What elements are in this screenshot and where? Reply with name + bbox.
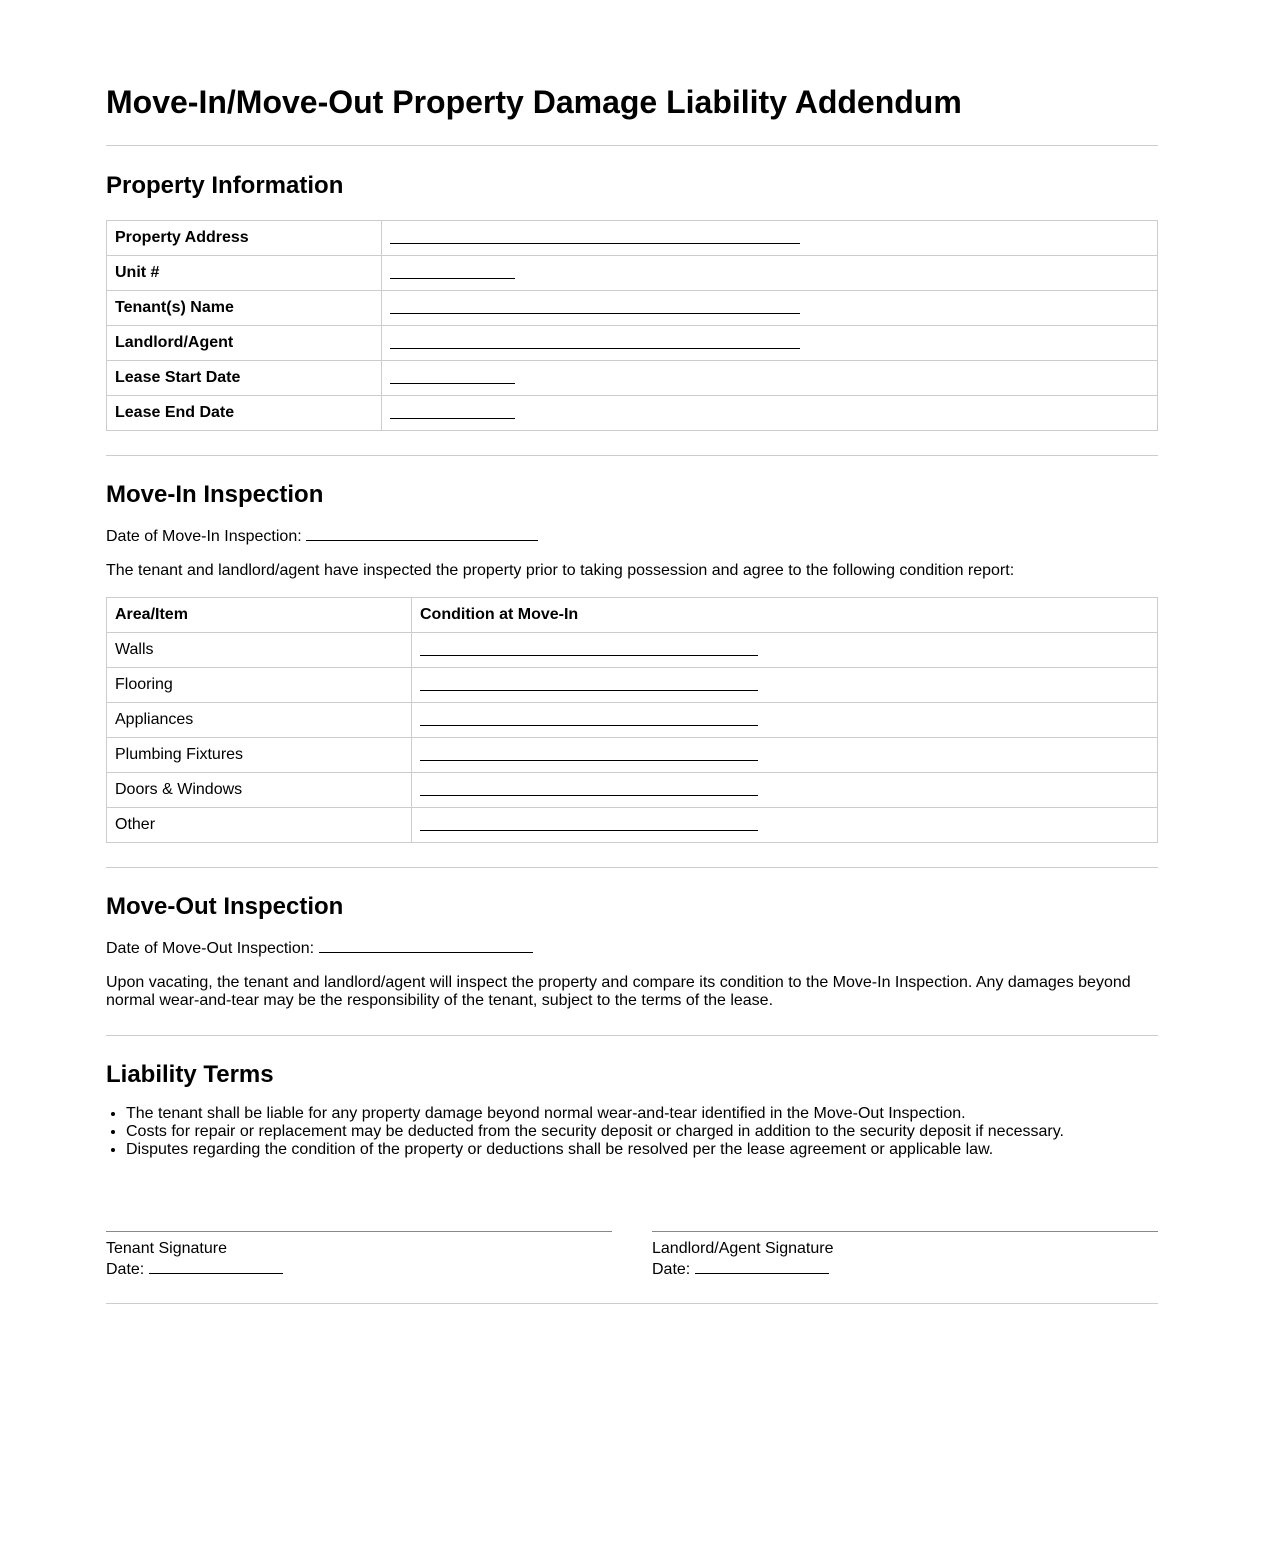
tenant-signature-label: Tenant Signature [106,1240,227,1257]
condition-blank[interactable] [420,639,758,656]
signature-row [106,1231,1158,1279]
property-address-blank[interactable] [390,227,800,244]
condition-field[interactable] [412,773,1158,808]
table-row [107,396,1158,431]
landlord-agent-blank[interactable] [390,332,800,349]
area-item: Flooring [107,668,412,703]
area-item: Other [107,808,412,843]
liability-terms-list [106,1105,1158,1159]
condition-blank[interactable] [420,709,758,726]
table-row [107,256,1158,291]
condition-blank[interactable] [420,744,758,761]
property-address-field[interactable] [382,221,1158,256]
unit-field[interactable] [382,256,1158,291]
move-in-intro: The tenant and landlord/agent have inspected the property prior to taking possession and agree to the following condition report: [106,562,1015,579]
tenant-name-label: Tenant(s) Name [107,291,382,326]
list-item: • The tenant shall be liable for any property damage beyond normal wear-and-tear identified in the Move-Out Inspection. [126,1105,1158,1123]
liability-heading: Liability Terms [106,1061,274,1088]
move-in-date-line [106,525,1158,546]
lease-end-label: Lease End Date [107,396,382,431]
move-out-heading: Move-Out Inspection [106,893,344,920]
condition-field[interactable] [412,808,1158,843]
list-item: • Disputes regarding the condition of the property or deductions shall be resolved per the lease agreement or applicable law. [126,1141,1158,1159]
area-item: Appliances [107,703,412,738]
lease-start-blank[interactable] [390,367,515,384]
property-info-table [106,220,1158,431]
area-item: Plumbing Fixtures [107,738,412,773]
landlord-signature-block[interactable] [652,1231,1158,1279]
move-in-date-blank[interactable] [306,525,538,541]
table-row [107,703,1158,738]
condition-field[interactable] [412,668,1158,703]
lease-end-blank[interactable] [390,402,515,419]
unit-blank[interactable] [390,262,515,279]
landlord-date-blank[interactable] [695,1258,829,1274]
condition-blank[interactable] [420,779,758,796]
move-out-date-label: Date of Move-Out Inspection: [106,940,315,957]
landlord-agent-label: Landlord/Agent [107,326,382,361]
lease-start-field[interactable] [382,361,1158,396]
move-in-heading: Move-In Inspection [106,481,324,508]
table-row [107,361,1158,396]
landlord-signature-label: Landlord/Agent Signature [652,1240,834,1257]
condition-header: Condition at Move-In [412,598,1158,633]
area-item: Walls [107,633,412,668]
landlord-date-label: Date: [652,1261,691,1278]
property-address-label: Property Address [107,221,382,256]
condition-blank[interactable] [420,674,758,691]
lease-end-field[interactable] [382,396,1158,431]
table-row [107,326,1158,361]
table-row [107,291,1158,326]
condition-field[interactable] [412,738,1158,773]
list-item: • Costs for repair or replacement may be deducted from the security deposit or charged in addition to the security deposit if necessary. [126,1123,1158,1141]
table-row [107,773,1158,808]
landlord-date-line [652,1258,1158,1279]
tenant-name-field[interactable] [382,291,1158,326]
move-in-date-label: Date of Move-In Inspection: [106,528,302,545]
move-out-text: Upon vacating, the tenant and landlord/agent will inspect the property and compare its condition to the Move-In Inspection. Any damages beyond normal wear-and-tear may be the responsibility of the tenant, subject to the terms of the lease. [106,974,1131,1009]
tenant-date-line [106,1258,612,1279]
document-title: Move-In/Move-Out Property Damage Liability Addendum [106,84,962,120]
table-row [107,633,1158,668]
section-divider [106,1303,1158,1304]
lease-start-label: Lease Start Date [107,361,382,396]
unit-label: Unit # [107,256,382,291]
area-item-header: Area/Item [107,598,412,633]
tenant-name-blank[interactable] [390,297,800,314]
landlord-agent-field[interactable] [382,326,1158,361]
move-out-date-blank[interactable] [319,937,533,953]
condition-blank[interactable] [420,814,758,831]
move-in-condition-table [106,597,1158,843]
move-out-date-line [106,937,1158,958]
property-info-heading: Property Information [106,172,344,199]
table-row [107,808,1158,843]
tenant-date-blank[interactable] [149,1258,283,1274]
area-item: Doors & Windows [107,773,412,808]
tenant-signature-block[interactable] [106,1231,612,1279]
condition-field[interactable] [412,703,1158,738]
table-header-row [107,598,1158,633]
table-row [107,738,1158,773]
condition-field[interactable] [412,633,1158,668]
tenant-date-label: Date: [106,1261,145,1278]
table-row [107,668,1158,703]
table-row [107,221,1158,256]
